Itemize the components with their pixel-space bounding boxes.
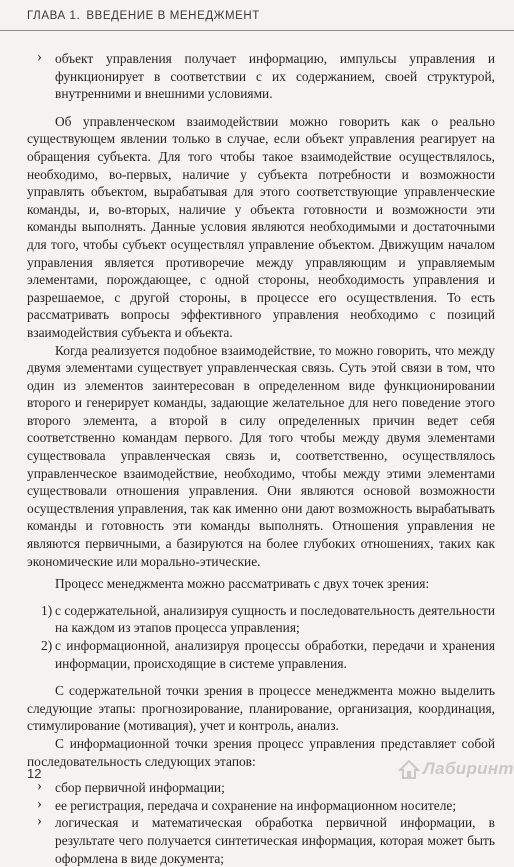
paragraph: С информационной точки зрения процесс управления представляет собой последовательность следующих этапов:	[27, 735, 495, 769]
watermark-text: Лабиринт	[423, 759, 514, 778]
numbered-item	[27, 602, 495, 637]
item-text: с информационной, анализируя процессы обработки, передачи и хранения информации, происходящие в системе управления.	[55, 638, 495, 671]
item-number: 1)	[41, 602, 53, 618]
bullet-item: › сбор первичной информации;	[27, 779, 495, 797]
page-body	[27, 50, 495, 867]
bullet-item: › ее регистрация, передача и сохранение на информационном носителе;	[27, 797, 495, 815]
paragraph: Об управленческом взаимодействии можно говорить как о реально существующем явлении только в случае, если объект управления реагирует на обращения субъекта. Для того чтобы такое взаимодействие осуществлялось, необходимо, во-первых, наличие у субъекта потребности и возможности управлять объектом, вырабатывая для этого соответствующие управленческие команды, и, во-вторых, наличие у объекта готовности и возможности эти команды выполнять. Данные условия являются необходимыми и достаточными для того, чтобы субъект осуществлял управление объектом. Движущим началом управления является противоречие между управляющим и управляемым элементами, порождающее, с одной стороны, необходимость управления и разрешаемое, с другой стороны, в процессе его осуществления. То есть рассматривать вопросы эффективного управления необходимо с позиций взаимодействия субъекта и объекта.	[27, 113, 495, 340]
item-number: 2)	[41, 638, 53, 653]
page-number: 12	[27, 766, 42, 781]
chapter-title: ВВЕДЕНИЕ В МЕНЕДЖМЕНТ	[86, 10, 260, 22]
watermark	[398, 758, 514, 780]
bullet-item: › логическая и математическая обработка первичной информации, в результате чего получается синтетическая информация, которая может быть оформлена в виде документа;	[27, 814, 495, 867]
item-text: с содержательной, анализируя сущность и последовательность деятельности на каждом из этапов процесса управления;	[55, 602, 495, 636]
paragraph: Когда реализуется подобное взаимодействие, то можно говорить, что между двумя элементами существует управленческая связь. Суть этой связи в том, что один из элементов заинтересован в определенном виде функционировании второго и генерирует команды, задающие желательное для него поведение этого второго элемента, а второй в силу определенных причин ведет себя соответственно командам первого. Для того чтобы между двумя элементами существовала управленческая связь и, соответственно, осуществлялось управленческое взаимодействие, необходимо, чтобы между этими элементами существовали отношения управления. Они являются основой возможности осуществления управления, так как именно они дают возможность вырабатывать команды и готовность эти команды выполнять. Отношения управления не являются первичными, а базируются на более глубоких отношениях, таких как экономические или морально-этические.	[27, 342, 495, 569]
chapter-label: ГЛАВА 1.	[27, 10, 81, 22]
bullet-list	[27, 779, 495, 867]
paragraph: С содержательной точки зрения в процессе менеджмента можно выделить следующие этапы: прогнозирование, планирование, организация, координация, стимулирование (мотивация), учет и контроль, анализ.	[27, 683, 495, 734]
header-divider	[0, 30, 514, 31]
numbered-item	[27, 637, 495, 672]
bullet-item: › объект управления получает информацию, импульсы управления и функционирует в соответствии с их содержанием, своей структурой, внутренними и внешними условиями.	[27, 50, 495, 103]
top-bullet-list	[27, 50, 495, 103]
running-header	[27, 10, 260, 22]
house-icon	[398, 758, 420, 780]
numbered-list	[27, 602, 495, 672]
paragraph: Процесс менеджмента можно рассматривать с двух точек зрения:	[55, 576, 430, 592]
